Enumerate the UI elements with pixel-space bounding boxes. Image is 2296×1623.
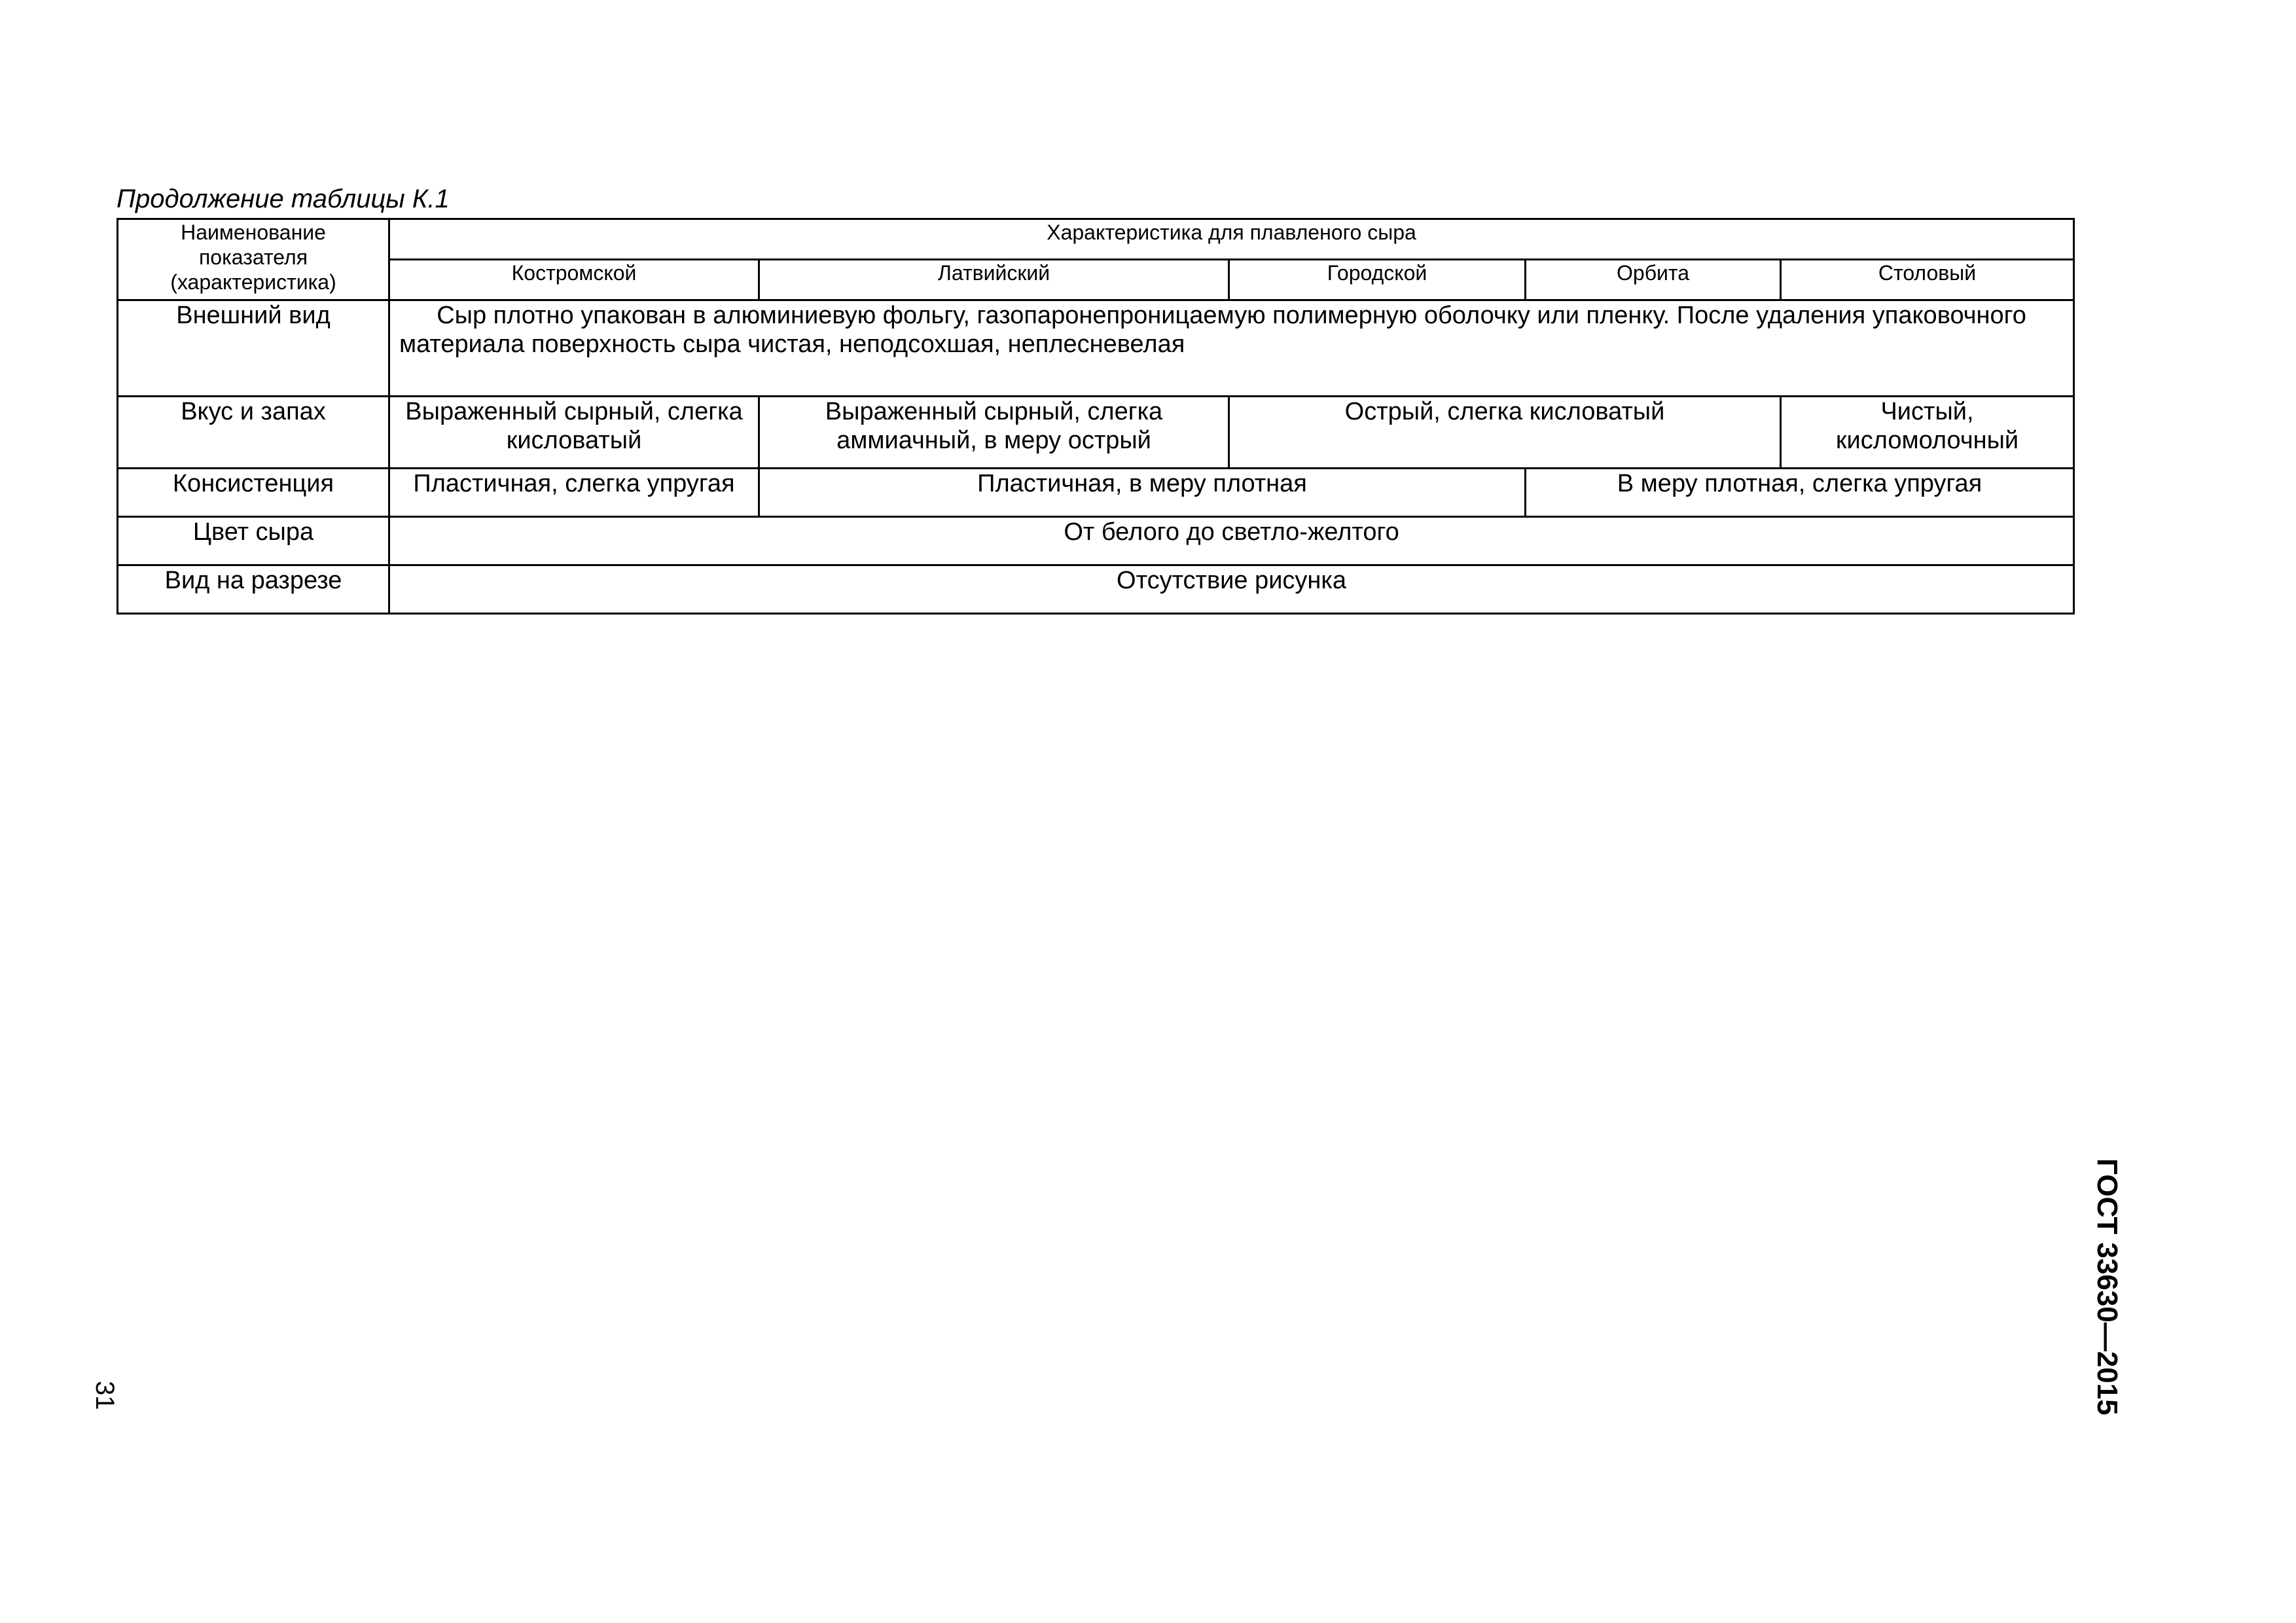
cell-taste-latviyskiy: Выраженный сырный, слегка аммиачный, в меру острый xyxy=(759,397,1229,469)
cell-cut: Отсутствие рисунка xyxy=(389,565,2074,614)
standard-designation: ГОСТ 33630—2015 xyxy=(2091,1158,2123,1416)
table-row-taste xyxy=(118,397,2074,469)
table-row-cut xyxy=(118,565,2074,614)
page-number: 31 xyxy=(90,1381,119,1410)
row-label-cut: Вид на разрезе xyxy=(118,565,389,614)
header-column-orbita: Орбита xyxy=(1526,260,1781,300)
header-column-stolovy: Столовый xyxy=(1781,260,2074,300)
header-column-kostromskoy: Костромской xyxy=(389,260,759,300)
header-column-latviyskiy: Латвийский xyxy=(759,260,1229,300)
row-label-color: Цвет сыра xyxy=(118,517,389,565)
header-group: Характеристика для плавленого сыра xyxy=(389,219,2074,260)
table-subheader-row xyxy=(118,260,2074,300)
row-label-consistency: Консистенция xyxy=(118,469,389,517)
cell-appearance: Сыр плотно упакован в алюминиевую фольгу, газопаронепроницаемую полимерную оболочку или пленку. После удаления упаковочного материала поверхность сыра чистая, неподсохшая, неплесневелая xyxy=(389,300,2074,397)
cell-taste-kostromskoy: Выраженный сырный, слегка кисловатый xyxy=(389,397,759,469)
cell-taste-gorodskoy-orbita: Острый, слегка кисловатый xyxy=(1229,397,1781,469)
header-indicator: Наименование показателя (характеристика) xyxy=(118,219,389,300)
cell-color: От белого до светло-желтого xyxy=(389,517,2074,565)
header-column-gorodskoy: Городской xyxy=(1229,260,1526,300)
cell-consistency-kostromskoy: Пластичная, слегка упругая xyxy=(389,469,759,517)
table-header-row xyxy=(118,219,2074,260)
row-label-taste: Вкус и запах xyxy=(118,397,389,469)
cell-consistency-orbita-stolovy: В меру плотная, слегка упругая xyxy=(1526,469,2074,517)
table-caption: Продолжение таблицы К.1 xyxy=(117,185,450,213)
cell-taste-stolovy: Чистый, кисломолочный xyxy=(1781,397,2074,469)
cheese-characteristics-table xyxy=(117,218,2075,615)
cell-consistency-latviyskiy-gorodskoy: Пластичная, в меру плотная xyxy=(759,469,1526,517)
table-row-color xyxy=(118,517,2074,565)
table-row-consistency xyxy=(118,469,2074,517)
table-row-appearance xyxy=(118,300,2074,397)
row-label-appearance: Внешний вид xyxy=(118,300,389,397)
